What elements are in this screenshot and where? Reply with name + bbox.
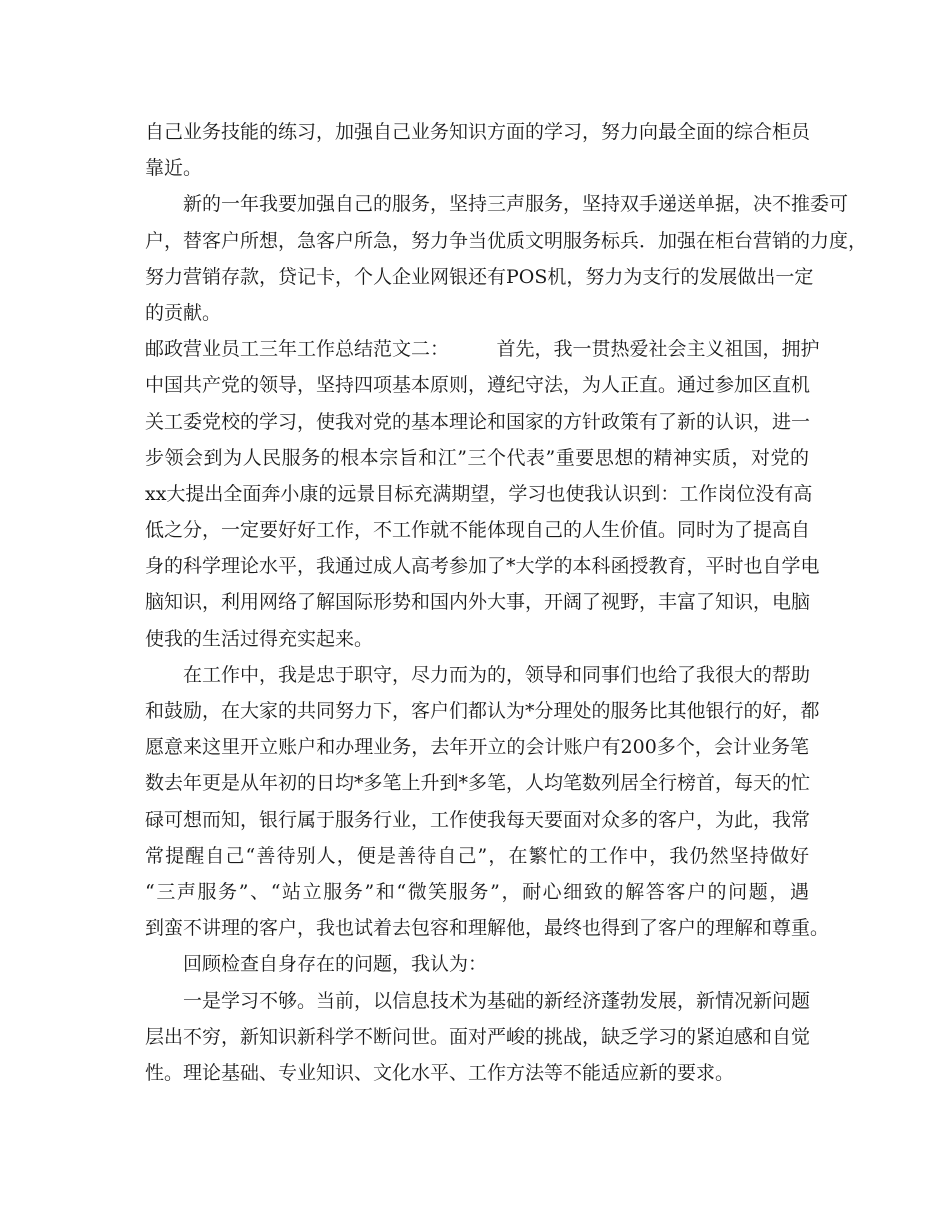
text-line: 数去年更是从年初的日均*多笔上升到*多笔，人均笔数列居全行榜首，每天的忙 (145, 772, 811, 795)
text-line: 身的科学理论水平，我通过成人高考参加了*大学的本科函授教育，平时也自学电 (145, 555, 820, 578)
text-line: 中国共产党的领导，坚持四项基本原则，遵纪守法，为人正直。通过参加区直机 (145, 374, 811, 397)
text-line: 邮政营业员工三年工作总结范文二： 首先，我一贯热爱社会主义祖国，拥护 (145, 338, 820, 361)
text-line: 在工作中，我是忠于职守，尽力而为的，领导和同事们也给了我很大的帮助 (183, 663, 811, 686)
text-line: 步领会到为人民服务的根本宗旨和江”三个代表”重要思想的精神实质，对党的 (145, 446, 809, 469)
text-line: 碌可想而知，银行属于服务行业，工作使我每天要面对众多的客户，为此，我常 (145, 808, 811, 831)
text-line: 层出不穷，新知识新科学不断问世。面对严峻的挑战，缺乏学习的紧迫感和自觉 (145, 1025, 811, 1048)
text-line: 和鼓励，在大家的共同努力下，客户们都认为*分理处的服务比其他银行的好，都 (145, 700, 820, 722)
text-line: xx大提出全面奔小康的远景目标充满期望，学习也使我认识到：工作岗位没有高 (145, 482, 813, 505)
text-line: 脑知识，利用网络了解国际形势和国内外大事，开阔了视野，丰富了知识，电脑 (145, 591, 811, 614)
text-line: 低之分，一定要好好工作，不工作就不能体现自己的人生价值。同时为了提高自 (145, 519, 811, 542)
text-line: 关工委党校的学习，使我对党的基本理论和国家的方针政策有了新的认识，进一 (145, 410, 811, 433)
text-line: 的贡献。 (145, 301, 222, 324)
text-line: 靠近。 (145, 157, 203, 180)
text-line: 回顾检查自身存在的问题，我认为： (183, 953, 488, 976)
text-line: 新的一年我要加强自己的服务，坚持三声服务，坚持双手递送单据，决不推委可 (183, 193, 849, 216)
text-line: 使我的生活过得充实起来。 (145, 627, 374, 650)
document-body (145, 114, 868, 1091)
text-line: 自己业务技能的练习，加强自己业务知识方面的学习，努力向最全面的综合柜员 (145, 121, 811, 143)
text-line: 常提醒自己“善待别人，便是善待自己”，在繁忙的工作中，我仍然坚持做好 (145, 844, 809, 867)
text-line: 户，替客户所想，急客户所急，努力争当优质文明服务标兵．加强在柜台营销的力度， (145, 229, 868, 252)
text-line: 愿意来这里开立账户和办理业务，去年开立的会计账户有200多个，会计业务笔 (145, 736, 809, 759)
text-line: 一是学习不够。当前，以信息技术为基础的新经济蓬勃发展，新情况新问题 (183, 989, 811, 1012)
text-line: 努力营销存款，贷记卡，个人企业网银还有POS机，努力为支行的发展做出一定 (145, 265, 814, 288)
text-line: “三声服务”、“站立服务”和“微笑服务”，耐心细致的解答客户的问题，遇 (145, 880, 809, 903)
text-line: 性。理论基础、专业知识、文化水平、工作方法等不能适应新的要求。 (145, 1061, 735, 1084)
text-line: 到蛮不讲理的客户，我也试着去包容和理解他，最终也得到了客户的理解和尊重。 (145, 917, 830, 940)
